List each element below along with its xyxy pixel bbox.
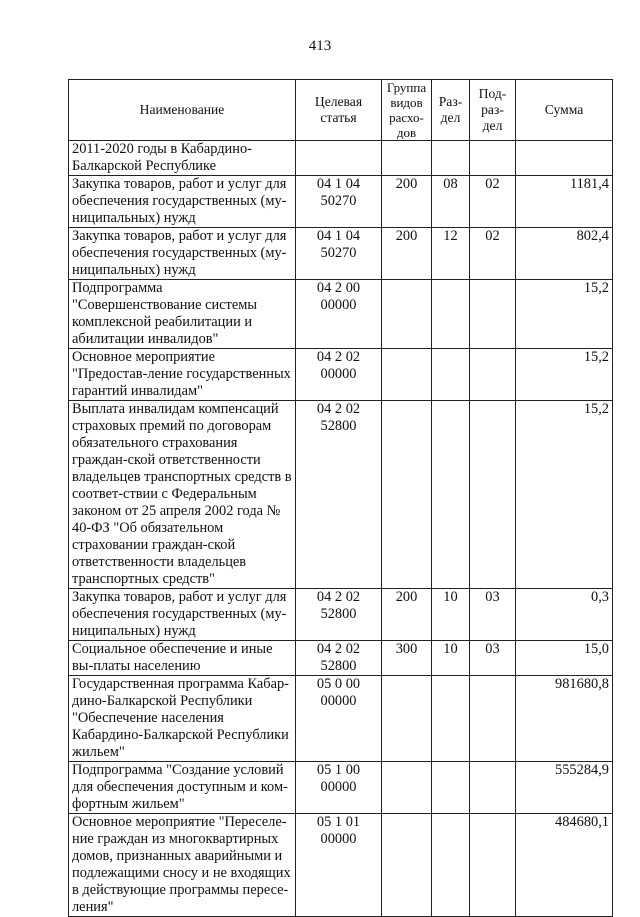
cell-name: Выплата инвалидам компенсаций страховых премий по договорам обязательного страхования граждан-ской ответственности владельцев транспортных средств в соответ-ствии с Федеральным законом от 25 апреля 2002 года № 40-ФЗ "Об обязательном страховании граждан-ской ответственности владельцев транспортных средств": [69, 401, 296, 589]
cell-expense-group: [382, 141, 432, 176]
cell-name: Закупка товаров, работ и услуг для обеспечения государственных (му-ниципальных) нужд: [69, 228, 296, 280]
table-row: [69, 762, 613, 814]
cell-expense-group: 200: [382, 589, 432, 641]
cell-name: 2011-2020 годы в Кабардино-Балкарской Республике: [69, 141, 296, 176]
cell-section: [432, 141, 470, 176]
cell-target-article: 04 1 04 50270: [296, 176, 382, 228]
table-row: [69, 401, 613, 589]
table-row: [69, 676, 613, 762]
cell-expense-group: [382, 401, 432, 589]
cell-subsection: 02: [470, 176, 516, 228]
cell-expense-group: [382, 280, 432, 349]
cell-name: Основное мероприятие "Предостав-ление государственных гарантий инвалидам": [69, 349, 296, 401]
cell-expense-group: 200: [382, 228, 432, 280]
table-header-row: [69, 80, 613, 141]
cell-sum: 802,4: [516, 228, 613, 280]
cell-sum: 555284,9: [516, 762, 613, 814]
cell-target-article: 05 1 00 00000: [296, 762, 382, 814]
cell-sum: 1181,4: [516, 176, 613, 228]
cell-expense-group: [382, 814, 432, 917]
cell-name: Социальное обеспечение и иные вы-платы населению: [69, 641, 296, 676]
table-row: [69, 349, 613, 401]
cell-expense-group: [382, 676, 432, 762]
cell-name: Подпрограмма "Создание условий для обеспечения доступным и ком-фортным жильем": [69, 762, 296, 814]
table-row: [69, 141, 613, 176]
cell-subsection: 03: [470, 589, 516, 641]
cell-sum: 15,2: [516, 280, 613, 349]
cell-target-article: 04 2 02 52800: [296, 401, 382, 589]
cell-section: 08: [432, 176, 470, 228]
cell-expense-group: 300: [382, 641, 432, 676]
header-target-article: Целевая статья: [296, 80, 382, 141]
cell-expense-group: [382, 349, 432, 401]
cell-section: [432, 814, 470, 917]
cell-target-article: 05 0 00 00000: [296, 676, 382, 762]
cell-target-article: 04 1 04 50270: [296, 228, 382, 280]
cell-subsection: [470, 141, 516, 176]
cell-subsection: [470, 762, 516, 814]
cell-target-article: [296, 141, 382, 176]
cell-subsection: [470, 401, 516, 589]
cell-name: Закупка товаров, работ и услуг для обеспечения государственных (му-ниципальных) нужд: [69, 176, 296, 228]
cell-name: Государственная программа Кабар-дино-Балкарской Республики "Обеспечение населения Кабардино-Балкарской Республики жильем": [69, 676, 296, 762]
header-expense-group: Группа видов расхо- дов: [382, 80, 432, 141]
cell-section: [432, 280, 470, 349]
cell-section: [432, 401, 470, 589]
table-row: [69, 814, 613, 917]
cell-section: 12: [432, 228, 470, 280]
cell-sum: 981680,8: [516, 676, 613, 762]
cell-target-article: 05 1 01 00000: [296, 814, 382, 917]
cell-sum: [516, 141, 613, 176]
header-sum: Сумма: [516, 80, 613, 141]
table-row: [69, 228, 613, 280]
budget-table: [68, 79, 613, 917]
cell-target-article: 04 2 02 52800: [296, 589, 382, 641]
cell-sum: 0,3: [516, 589, 613, 641]
cell-subsection: [470, 676, 516, 762]
cell-sum: 15,2: [516, 349, 613, 401]
table-row: [69, 280, 613, 349]
table-row: [69, 641, 613, 676]
cell-sum: 15,0: [516, 641, 613, 676]
cell-section: [432, 349, 470, 401]
cell-sum: 15,2: [516, 401, 613, 589]
cell-section: 10: [432, 589, 470, 641]
cell-target-article: 04 2 00 00000: [296, 280, 382, 349]
header-subsection: Под- раз- дел: [470, 80, 516, 141]
header-name: Наименование: [69, 80, 296, 141]
table-row: [69, 589, 613, 641]
cell-subsection: 02: [470, 228, 516, 280]
cell-section: 10: [432, 641, 470, 676]
cell-subsection: [470, 814, 516, 917]
cell-target-article: 04 2 02 00000: [296, 349, 382, 401]
cell-expense-group: 200: [382, 176, 432, 228]
cell-subsection: 03: [470, 641, 516, 676]
cell-subsection: [470, 280, 516, 349]
table-row: [69, 176, 613, 228]
cell-sum: 484680,1: [516, 814, 613, 917]
header-section: Раз- дел: [432, 80, 470, 141]
cell-expense-group: [382, 762, 432, 814]
cell-subsection: [470, 349, 516, 401]
page-number: 413: [308, 38, 332, 54]
cell-section: [432, 676, 470, 762]
cell-name: Закупка товаров, работ и услуг для обеспечения государственных (му-ниципальных) нужд: [69, 589, 296, 641]
cell-section: [432, 762, 470, 814]
cell-name: Подпрограмма "Совершенствование системы комплексной реабилитации и абилитации инвалидов": [69, 280, 296, 349]
cell-target-article: 04 2 02 52800: [296, 641, 382, 676]
cell-name: Основное мероприятие "Переселе-ние граждан из многоквартирных домов, признанных аварийными и подлежащими сносу и не входящих в действующие программы пересе-ления": [69, 814, 296, 917]
